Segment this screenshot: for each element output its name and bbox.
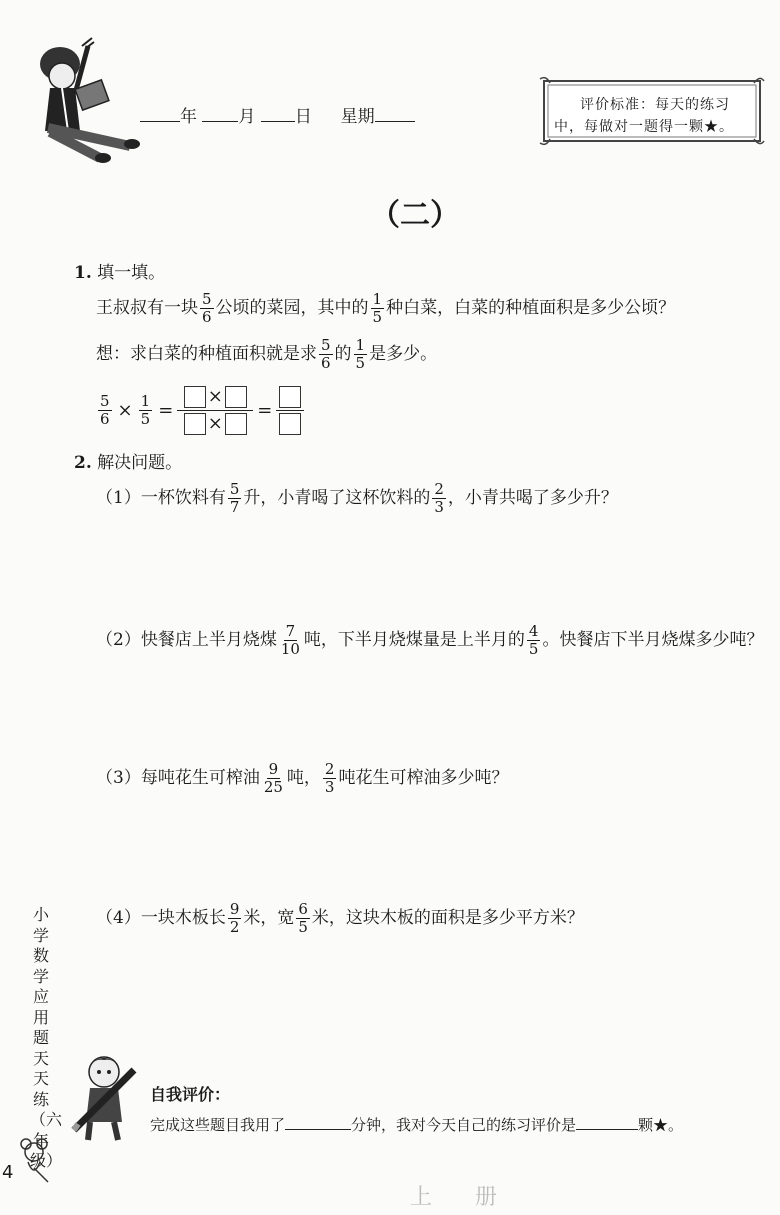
page-number: 4 [2,1162,14,1183]
answer-area-4[interactable] [96,950,746,1050]
day-blank[interactable] [261,121,295,122]
equals-sign: = [257,399,273,421]
fraction: $\frac{7}{10}$ [280,622,300,658]
times-sign: × [207,413,223,434]
weekday-label: 星期 [340,107,375,127]
q1-think-text: 想：求白菜的种植面积就是求 $\frac{5}{6}$ 的 $\frac{1}{5}$ 是多少。 [96,336,438,372]
rating-line-2: 中，每做对一题得一颗★。 [554,119,734,135]
q2-part-1: （1）一杯饮料有 $\frac{5}{7}$ 升，小青喝了这杯饮料的 $\frac{2}{3}$ ，小青共喝了多少升？ [96,480,618,516]
stars-blank[interactable] [576,1129,638,1130]
answer-box[interactable] [225,413,247,435]
fraction: $\frac{5}{7}$ [229,480,240,516]
q1-equation [96,382,304,438]
fraction: $\frac{5}{6}$ [202,290,212,326]
fraction: $\frac{1}{5}$ [355,336,366,372]
answer-box[interactable] [184,413,206,435]
girl-reading-illustration [20,36,145,166]
month-blank[interactable] [202,121,238,122]
fraction: $\frac{5}{6}$ [100,391,110,428]
q1-heading: 1. 填一填。 [74,263,166,283]
answer-box[interactable] [225,386,247,408]
answer-box[interactable] [184,386,206,408]
fraction: $\frac{1}{5}$ [372,290,383,326]
fraction: $\frac{1}{5}$ [140,391,151,428]
fraction: $\frac{4}{5}$ [528,622,539,658]
fraction: $\frac{5}{6}$ [321,336,331,372]
q1-problem-text: 王叔叔有一块 $\frac{5}{6}$ 公顷的菜园，其中的 $\frac{1}{5}$ 种白菜，白菜的种植面积是多少公顷？ [96,290,676,326]
month-label: 月 [238,107,256,127]
answer-area-2[interactable] [96,672,746,752]
fraction: $\frac{6}{5}$ [298,900,308,936]
answer-box[interactable] [279,386,301,408]
page-title: （二） [370,198,460,233]
fraction: $\frac{9}{2}$ [229,900,240,936]
answer-area-1[interactable] [96,530,746,610]
weekday-blank[interactable] [375,121,415,122]
date-line [140,102,415,127]
rating-line-1: 评价标准：每天的练习 [580,97,730,113]
day-label: 日 [294,107,312,127]
self-eval-title: 自我评价： [150,1085,231,1104]
answer-area-3[interactable] [96,810,746,890]
answer-box[interactable] [279,413,301,435]
minutes-blank[interactable] [285,1129,351,1130]
rating-criteria-box [538,75,766,147]
equals-sign: = [158,399,174,421]
q2-part-3: （3）每吨花生可榨油 $\frac{9}{25}$ 吨， $\frac{2}{3}$ 吨花生可榨油多少吨？ [96,760,509,796]
times-sign: × [117,399,133,421]
fraction: $\frac{2}{3}$ [434,480,444,516]
self-eval-text: 完成这些题目我用了 分钟，我对今天自己的练习评价是 颗★。 [150,1116,684,1134]
year-blank[interactable] [140,121,180,122]
q2-part-4: （4）一块木板长 $\frac{9}{2}$ 米，宽 $\frac{6}{5}$ 米，这块木板的面积是多少平方米？ [96,900,584,936]
footer-volume-mark: 上 册 [410,1185,515,1210]
q2-heading: 2. 解决问题。 [74,453,183,473]
mouse-icon [14,1138,54,1188]
side-book-label: 小学数学应用题天天练（六年级） [30,905,63,1170]
fraction: $\frac{2}{3}$ [324,760,335,796]
times-sign: × [207,386,223,407]
box-fraction-product [177,386,253,435]
boy-pencil-illustration [66,1052,142,1144]
q2-part-2: （2）快餐店上半月烧煤 $\frac{7}{10}$ 吨，下半月烧煤量是上半月的 $\frac{4}{5}$ 。快餐店下半月烧煤多少吨？ [96,622,764,658]
year-label: 年 [180,107,197,127]
box-fraction-result [276,386,304,435]
fraction: $\frac{9}{25}$ [263,760,283,796]
